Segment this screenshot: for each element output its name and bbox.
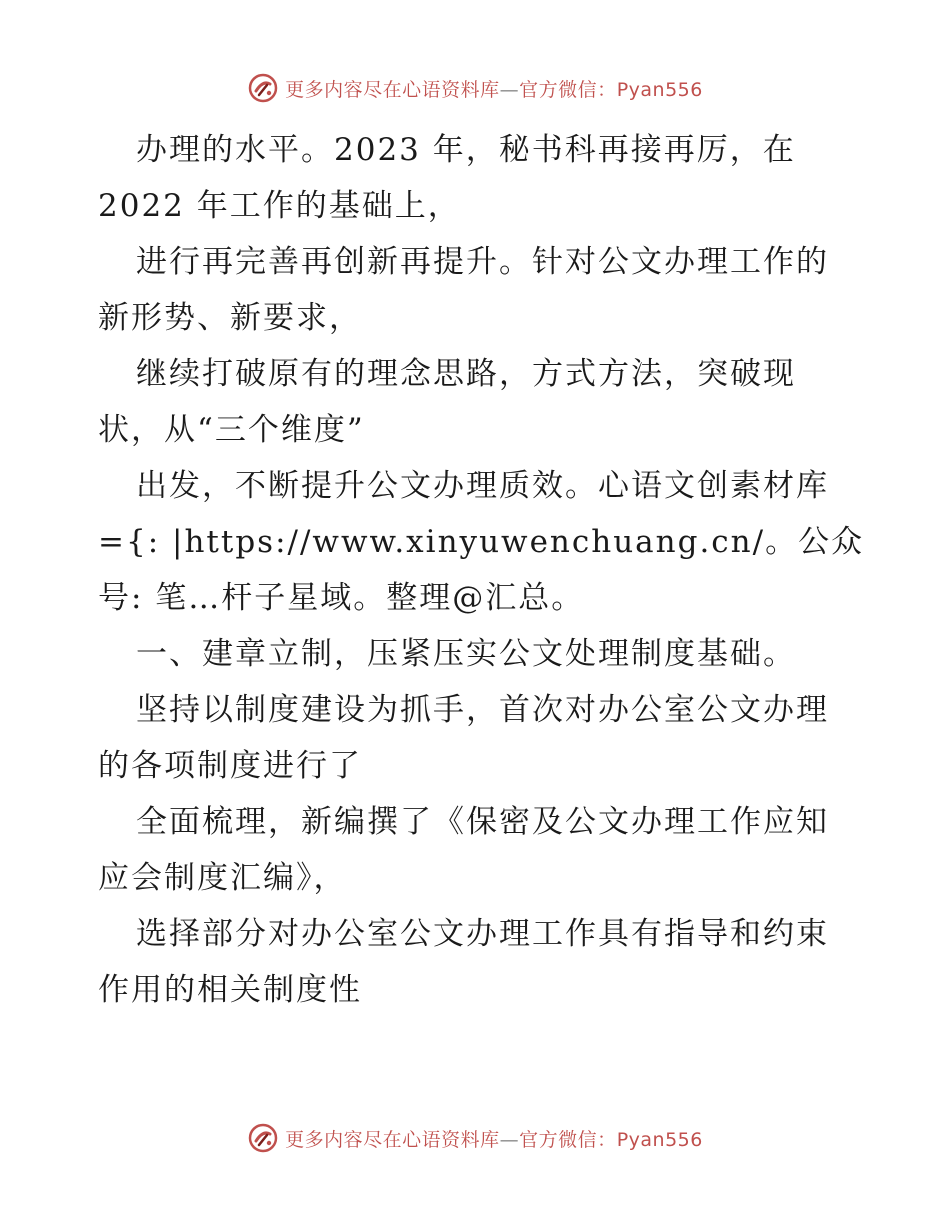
paragraph-line: 2022 年工作的基础上， — [98, 188, 461, 224]
paragraph-line: 新形势、新要求， — [98, 300, 362, 336]
document-body — [98, 122, 865, 1018]
paragraph-line: 号: 笔…杆子星域。整理@汇总。 — [98, 580, 585, 616]
paragraph-line: 坚持以制度建设为抓手，首次对办公室公文办理 — [136, 692, 829, 728]
paragraph-line: 应会制度汇编》， — [98, 860, 347, 896]
paragraph-line: 进行再完善再创新再提升。针对公文办理工作的 — [136, 244, 829, 280]
brand-logo-icon — [247, 1122, 279, 1154]
footer-banner-text: 更多内容尽在心语资料库—官方微信：Pyan556 — [285, 1128, 703, 1151]
brand-logo-icon — [247, 72, 279, 104]
paragraph-line: 的各项制度进行了 — [98, 748, 362, 784]
paragraph-line: 全面梳理，新编撰了《保密及公文办理工作应知 — [136, 804, 829, 840]
header-banner-text: 更多内容尽在心语资料库—官方微信：Pyan556 — [285, 78, 703, 101]
section-heading: 一、建章立制，压紧压实公文处理制度基础。 — [136, 636, 796, 672]
paragraph-line: 作用的相关制度性 — [98, 972, 362, 1008]
paragraph-line: 办理的水平。2023 年，秘书科再接再厉，在 — [136, 132, 796, 168]
footer-watermark-banner — [0, 1122, 950, 1154]
paragraph-line: 选择部分对办公室公文办理工作具有指导和约束 — [136, 916, 829, 952]
header-watermark-banner — [0, 72, 950, 104]
paragraph-line: ={: |https://www.xinyuwenchuang.cn/。公众 — [98, 524, 865, 560]
paragraph-line: 继续打破原有的理念思路，方式方法，突破现 — [136, 356, 796, 392]
paragraph-line: 出发，不断提升公文办理质效。心语文创素材库 — [136, 468, 829, 504]
paragraph-line: 状，从“三个维度” — [98, 412, 365, 448]
